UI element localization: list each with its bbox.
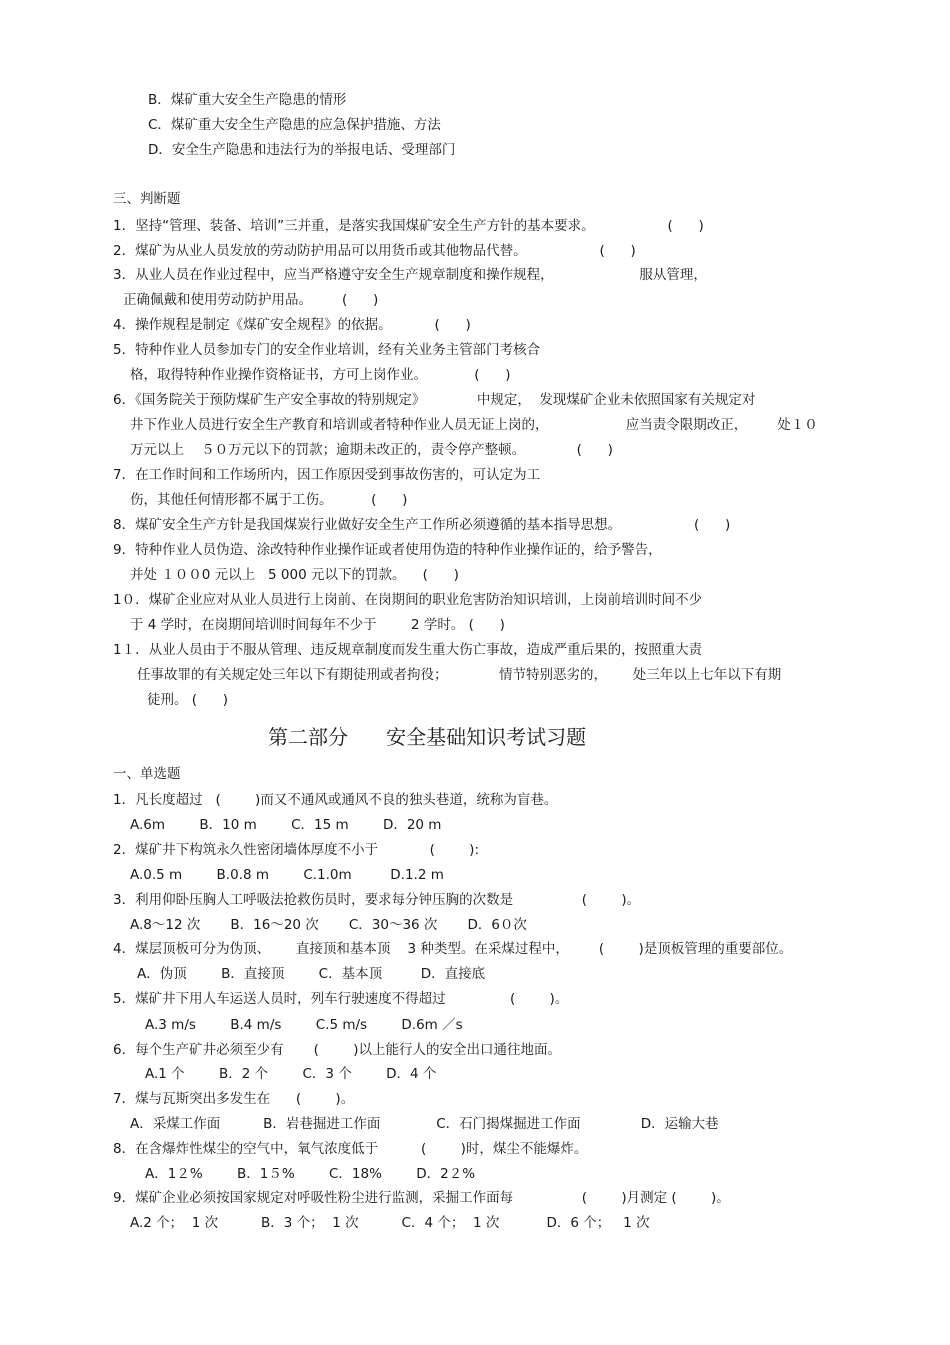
text-line: A.2 个； 1 次 B．3 个； 1 次 C．4 个； 1 次 D．6 个； 1 次 xyxy=(130,1215,650,1231)
text-line: 3．利用仰卧压胸人工呼吸法抢救伤员时，要求每分钟压胸的次数是 ( )。 xyxy=(113,892,641,908)
text-line: 1０．煤矿企业应对从业人员进行上岗前、在岗期间的职业危害防治知识培训，上岗前培训时间不少 xyxy=(113,592,703,608)
text-line: C．煤矿重大安全生产隐患的应急保护措施、方法 xyxy=(148,117,441,133)
text-line: 格，取得特种作业操作资格证书，方可上岗作业。 ( ) xyxy=(130,367,511,383)
section-title: 第二部分 安全基础知识考试习题 xyxy=(268,725,587,749)
text-line: 6．《国务院关于预防煤矿生产安全事故的特别规定》 中规定， 发现煤矿企业未依照国家有关规定对 xyxy=(113,392,756,408)
text-line: 三、判断题 xyxy=(113,191,181,207)
text-line: 万元以上 ５０万元以下的罚款；逾期未改正的，责令停产整顿。 ( ) xyxy=(130,442,613,458)
text-line: 于 4 学时，在岗期间培训时间每年不少于 2 学时。 ( ) xyxy=(130,617,505,633)
text-line: 4．操作规程是制定《煤矿安全规程》的依据。 ( ) xyxy=(113,317,471,333)
text-line: 一、单选题 xyxy=(113,766,181,782)
text-line: 9．煤矿企业必须按国家规定对呼吸性粉尘进行监测，采掘工作面每 ( )月测定 ( )。 xyxy=(113,1190,730,1206)
text-line: A．1２% B．1５% C．18% D．2２% xyxy=(145,1166,476,1182)
text-line: B．煤矿重大安全生产隐患的情形 xyxy=(148,92,347,108)
text-line: 2．煤矿井下构筑永久性密闭墙体厚度不小于 ( ): xyxy=(113,842,479,858)
text-line: A.8～12 次 B．16～20 次 C．30～36 次 D．6０次 xyxy=(130,917,527,933)
text-line: A．采煤工作面 B．岩巷掘进工作面 C．石门揭煤掘进工作面 D．运输大巷 xyxy=(130,1116,719,1132)
text-line: A.1 个 B．2 个 C．3 个 D．4 个 xyxy=(145,1066,437,1082)
text-line: 8．煤矿安全生产方针是我国煤炭行业做好安全生产工作所必须遵循的基本指导思想。 ( ) xyxy=(113,517,731,533)
text-line: 2．煤矿为从业人员发放的劳动防护用品可以用货币或其他物品代替。 ( ) xyxy=(113,243,636,259)
text-line: 9．特种作业人员伪造、涂改特种作业操作证或者使用伪造的特种作业操作证的，给予警告， xyxy=(113,542,662,558)
text-line: A．伪顶 B．直接顶 C．基本顶 D．直接底 xyxy=(137,966,486,982)
text-line: 正确佩戴和使用劳动防护用品。 ( ) xyxy=(123,292,379,308)
text-line: 任事故罪的有关规定处三年以下有期徒刑或者拘役； 情节特别恶劣的， 处三年以上七年以下有期 xyxy=(137,667,782,683)
text-line: 1１．从业人员由于不服从管理、违反规章制度而发生重大伤亡事故，造成严重后果的，按照重大责 xyxy=(113,642,703,658)
text-line: A.6m B．10 m C．15 m D．20 m xyxy=(130,817,442,833)
text-line: 5．煤矿井下用人车运送人员时，列车行驶速度不得超过 ( )。 xyxy=(113,991,569,1007)
text-line: 井下作业人员进行安全生产教育和培训或者特种作业人员无证上岗的， 应当责令限期改正， 处１０ xyxy=(130,417,818,433)
text-line: 1．坚持“管理、装备、培训”三并重，是落实我国煤矿安全生产方针的基本要求。 ( ) xyxy=(113,218,704,234)
text-line: 7．煤与瓦斯突出多发生在 ( )。 xyxy=(113,1091,355,1107)
text-line: A.0.5 m B.0.8 m C.1.0m D.1.2 m xyxy=(130,867,444,883)
text-line: 4．煤层顶板可分为伪顶、 直接顶和基本顶 3 种类型。在采煤过程中， ( )是顶板管理的重要部位。 xyxy=(113,941,793,957)
text-line: 1．凡长度超过 ( )而又不通风或通风不良的独头巷道，统称为盲巷。 xyxy=(113,792,558,808)
text-line: D．安全生产隐患和违法行为的举报电话、受理部门 xyxy=(148,142,456,158)
text-line: 6．每个生产矿井必须至少有 ( )以上能行人的安全出口通往地面。 xyxy=(113,1042,561,1058)
text-line: 伤，其他任何情形都不属于工伤。 ( ) xyxy=(130,492,408,508)
text-line: 5．特种作业人员参加专门的安全作业培训，经有关业务主管部门考核合 xyxy=(113,342,541,358)
text-line: 8．在含爆炸性煤尘的空气中，氧气浓度低于 ( )时，煤尘不能爆炸。 xyxy=(113,1141,588,1157)
text-line: 7．在工作时间和工作场所内，因工作原因受到事故伤害的，可认定为工 xyxy=(113,467,541,483)
text-line: 3．从业人员在作业过程中，应当严格遵守安全生产规章制度和操作规程， 服从管理， xyxy=(113,267,707,283)
text-line: A.3 m/s B.4 m/s C.5 m/s D.6m ／s xyxy=(145,1017,463,1033)
text-line: 徒刑。 ( ) xyxy=(147,692,229,708)
text-line: 并处 １００0 元以上 5 000 元以下的罚款。 ( ) xyxy=(130,567,459,583)
